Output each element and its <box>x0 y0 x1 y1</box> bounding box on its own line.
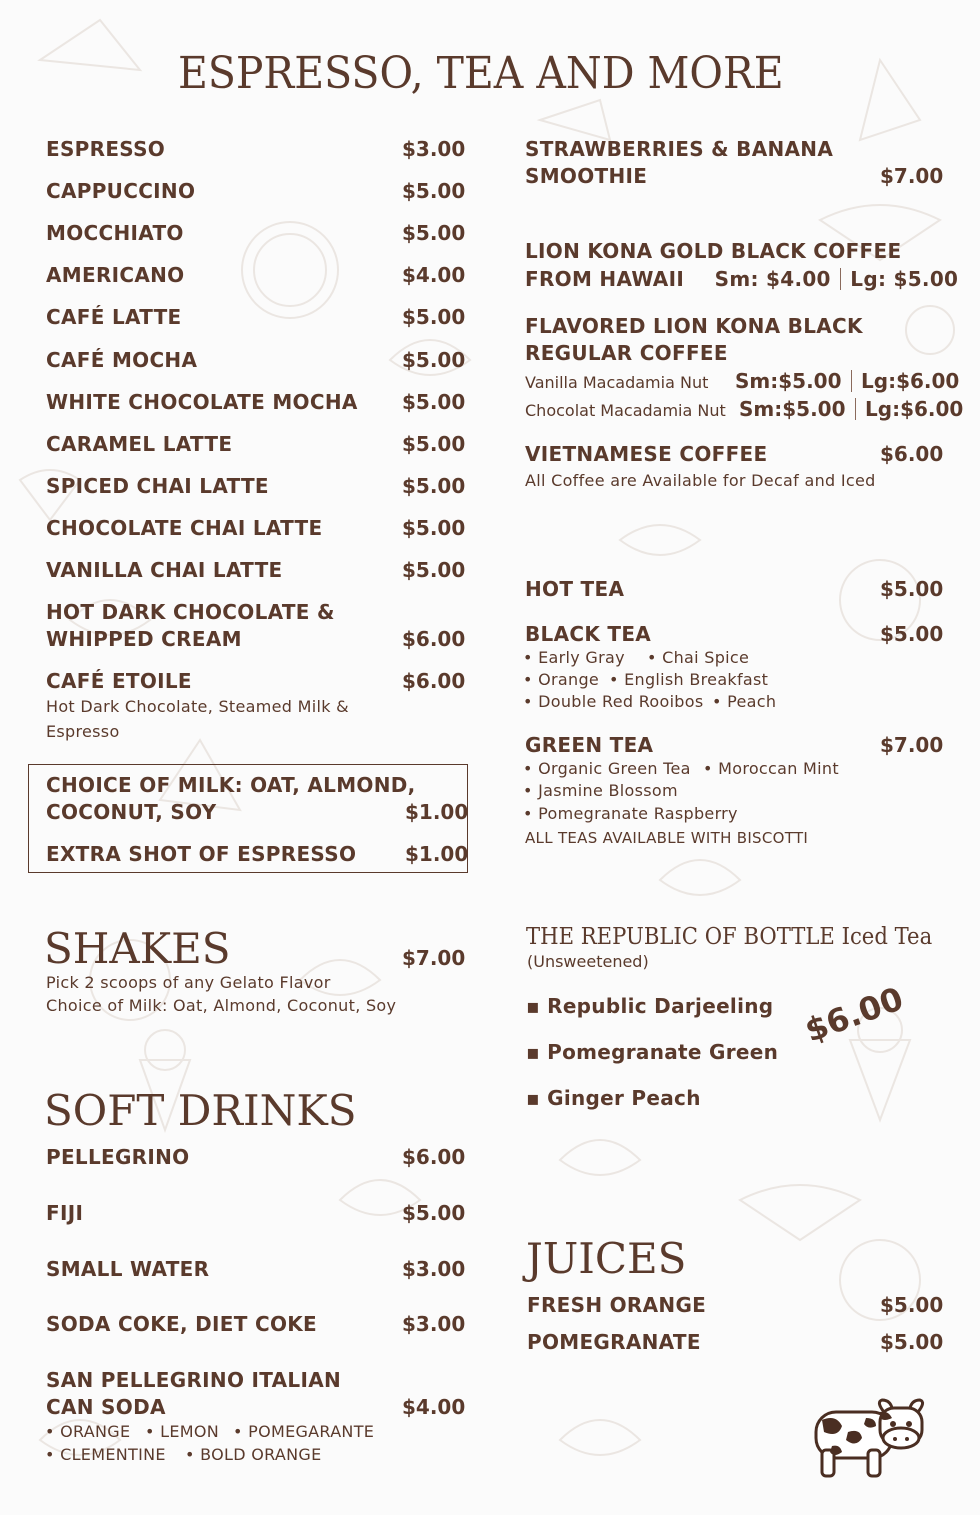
menu-item-description: Espresso <box>46 722 120 741</box>
size-price-small: Sm:$5.00 <box>739 397 846 421</box>
menu-item-name: FIJI <box>46 1200 84 1225</box>
menu-item-price: $5.00 <box>402 179 466 204</box>
soda-flavor-line <box>45 1445 322 1464</box>
section-heading-juices: JUICES <box>526 1234 687 1283</box>
menu-item-name: CAPPUCCINO <box>46 179 196 204</box>
menu-item-name: CHOCOLATE CHAI LATTE <box>46 515 323 540</box>
menu-item-price: $5.00 <box>402 347 466 372</box>
menu-item-name: SODA COKE, DIET COKE <box>46 1312 317 1337</box>
cow-illustration <box>808 1398 932 1482</box>
tea-option: • Moroccan Mint <box>703 759 839 778</box>
menu-item-price: $7.00 <box>402 946 466 970</box>
coffee-note: All Coffee are Available for Decaf and Iced <box>525 471 876 490</box>
menu-item-price: $5.00 <box>402 431 466 456</box>
menu-item-price: $5.00 <box>402 305 466 330</box>
menu-item-name: FLAVORED LION KONA BLACK <box>525 314 863 338</box>
tea-option-line <box>523 759 839 778</box>
menu-item-name: POMEGRANATE <box>527 1330 701 1354</box>
tea-option: • Orange <box>523 670 600 689</box>
iced-tea-item: ▪ Ginger Peach <box>526 1086 701 1110</box>
extras-shot-price: $1.00 <box>405 842 469 866</box>
menu-item-name: SAN PELLEGRINO ITALIAN <box>46 1368 342 1392</box>
menu-item-name: HOT DARK CHOCOLATE & <box>46 600 335 624</box>
size-price-large: Lg: $5.00 <box>850 267 959 291</box>
tea-option: • Peach <box>712 692 777 711</box>
menu-item-name: MOCCHIATO <box>46 221 184 246</box>
iced-tea-subtitle: (Unsweetened) <box>527 952 649 971</box>
menu-item-name: VANILLA CHAI LATTE <box>46 558 283 582</box>
iced-tea-price: $6.00 <box>800 979 909 1050</box>
soda-flavor: • POMEGARANTE <box>233 1422 375 1441</box>
menu-item-price: $5.00 <box>402 1200 466 1225</box>
menu-item-name: WHITE CHOCOLATE MOCHA <box>46 389 358 414</box>
menu-item-name: AMERICANO <box>46 263 185 288</box>
size-price-small: Sm: $4.00 <box>714 267 831 291</box>
iced-tea-item: ▪ Pomegranate Green <box>526 1040 779 1064</box>
flavor-row <box>525 369 959 393</box>
tea-option-line: • Jasmine Blossom <box>523 781 678 800</box>
section-heading-soft-drinks: SOFT DRINKS <box>44 1086 357 1135</box>
extras-milk-label: COCONUT, SOY <box>46 800 217 824</box>
menu-item-price: $5.00 <box>880 1330 944 1354</box>
menu-item-price: $4.00 <box>402 263 466 288</box>
menu-item-price: $6.00 <box>402 669 466 693</box>
flavor-row <box>525 397 963 421</box>
menu-item-name: FROM HAWAII <box>525 267 685 291</box>
menu-item-name: ESPRESSO <box>46 137 166 161</box>
menu-item-price: $7.00 <box>880 733 944 757</box>
soda-flavor: • ORANGE <box>45 1422 131 1441</box>
size-price-large: Lg:$6.00 <box>865 397 964 421</box>
price-separator <box>851 370 853 392</box>
menu-item-price: $6.00 <box>402 1145 466 1169</box>
menu-item-price: $5.00 <box>402 473 466 498</box>
extras-shot-label: EXTRA SHOT OF ESPRESSO <box>46 842 357 866</box>
extras-milk-price: $1.00 <box>405 800 469 824</box>
tea-option: • Early Gray <box>523 648 625 667</box>
tea-option-line <box>523 692 776 711</box>
menu-item-name: CAFÉ LATTE <box>46 305 182 330</box>
shake-description: Choice of Milk: Oat, Almond, Coconut, Soy <box>46 996 397 1015</box>
price-separator <box>840 268 842 290</box>
section-heading-iced-tea: THE REPUBLIC OF BOTTLE Iced Tea <box>526 924 933 950</box>
price-separator <box>855 398 857 420</box>
size-price-small: Sm:$5.00 <box>735 369 842 393</box>
menu-item-price: $5.00 <box>880 1293 944 1317</box>
flavor-name: Chocolat Macadamia Nut <box>525 401 726 420</box>
tea-option-line <box>523 648 749 667</box>
shake-description: Pick 2 scoops of any Gelato Flavor <box>46 973 331 992</box>
menu-item-price: $3.00 <box>402 1256 466 1281</box>
menu-item-price: $3.00 <box>402 137 466 161</box>
menu-item-name: SPICED CHAI LATTE <box>46 473 269 498</box>
menu-item-price: $5.00 <box>402 221 466 246</box>
menu-item-name: LION KONA GOLD BLACK COFFEE <box>525 239 902 263</box>
size-price-large: Lg:$6.00 <box>861 369 960 393</box>
flavor-name: Vanilla Macadamia Nut <box>525 373 709 392</box>
soda-flavor: • CLEMENTINE <box>45 1445 166 1464</box>
menu-item-name <box>525 267 958 291</box>
menu-item-price: $5.00 <box>402 558 466 582</box>
menu-item-description: Hot Dark Chocolate, Steamed Milk & <box>46 697 349 716</box>
menu-item-name: WHIPPED CREAM <box>46 627 242 651</box>
menu-item-name: BLACK TEA <box>525 622 652 646</box>
menu-item-name: CAN SODA <box>46 1395 166 1419</box>
menu-item-name: PELLEGRINO <box>46 1145 190 1169</box>
extras-milk-label: CHOICE OF MILK: OAT, ALMOND, <box>46 773 416 797</box>
menu-item-name: CARAMEL LATTE <box>46 431 233 456</box>
menu-item-price: $3.00 <box>402 1312 466 1337</box>
menu-item-name: GREEN TEA <box>525 733 654 757</box>
tea-option-line: • Pomegranate Raspberry <box>523 804 738 823</box>
menu-item-name: VIETNAMESE COFFEE <box>525 442 768 466</box>
menu-item-name: CAFÉ MOCHA <box>46 347 198 372</box>
tea-option: • Double Red Rooibos <box>523 692 704 711</box>
menu-item-name: FRESH ORANGE <box>527 1293 707 1317</box>
menu-item-price: $6.00 <box>402 627 466 651</box>
tea-option: • Organic Green Tea <box>523 759 691 778</box>
menu-item-name: STRAWBERRIES & BANANA <box>525 137 834 161</box>
menu-item-name: SMALL WATER <box>46 1256 210 1281</box>
menu-item-price: $6.00 <box>880 442 944 466</box>
menu-item-name: HOT TEA <box>525 577 625 601</box>
menu-item-price: $5.00 <box>880 622 944 646</box>
tea-option: • English Breakfast <box>609 670 769 689</box>
tea-note: ALL TEAS AVAILABLE WITH BISCOTTI <box>525 829 809 847</box>
soda-flavor-line <box>45 1422 374 1441</box>
menu-item-price: $5.00 <box>880 577 944 601</box>
menu-item-price: $5.00 <box>402 515 466 540</box>
page-title: ESPRESSO, TEA AND MORE <box>178 48 784 99</box>
iced-tea-item: ▪ Republic Darjeeling <box>526 994 774 1018</box>
tea-option: • Chai Spice <box>647 648 750 667</box>
menu-item-name: CAFÉ ETOILE <box>46 669 192 693</box>
soda-flavor: • BOLD ORANGE <box>185 1445 322 1464</box>
menu-item-name: REGULAR COFFEE <box>525 341 728 365</box>
section-heading-shakes: SHAKES <box>44 924 231 973</box>
menu-item-name: SMOOTHIE <box>525 164 648 188</box>
menu-item-price: $7.00 <box>880 164 944 188</box>
menu-item-price: $5.00 <box>402 389 466 414</box>
tea-option-line <box>523 670 768 689</box>
menu-item-price: $4.00 <box>402 1395 466 1419</box>
soda-flavor: • LEMON <box>145 1422 220 1441</box>
